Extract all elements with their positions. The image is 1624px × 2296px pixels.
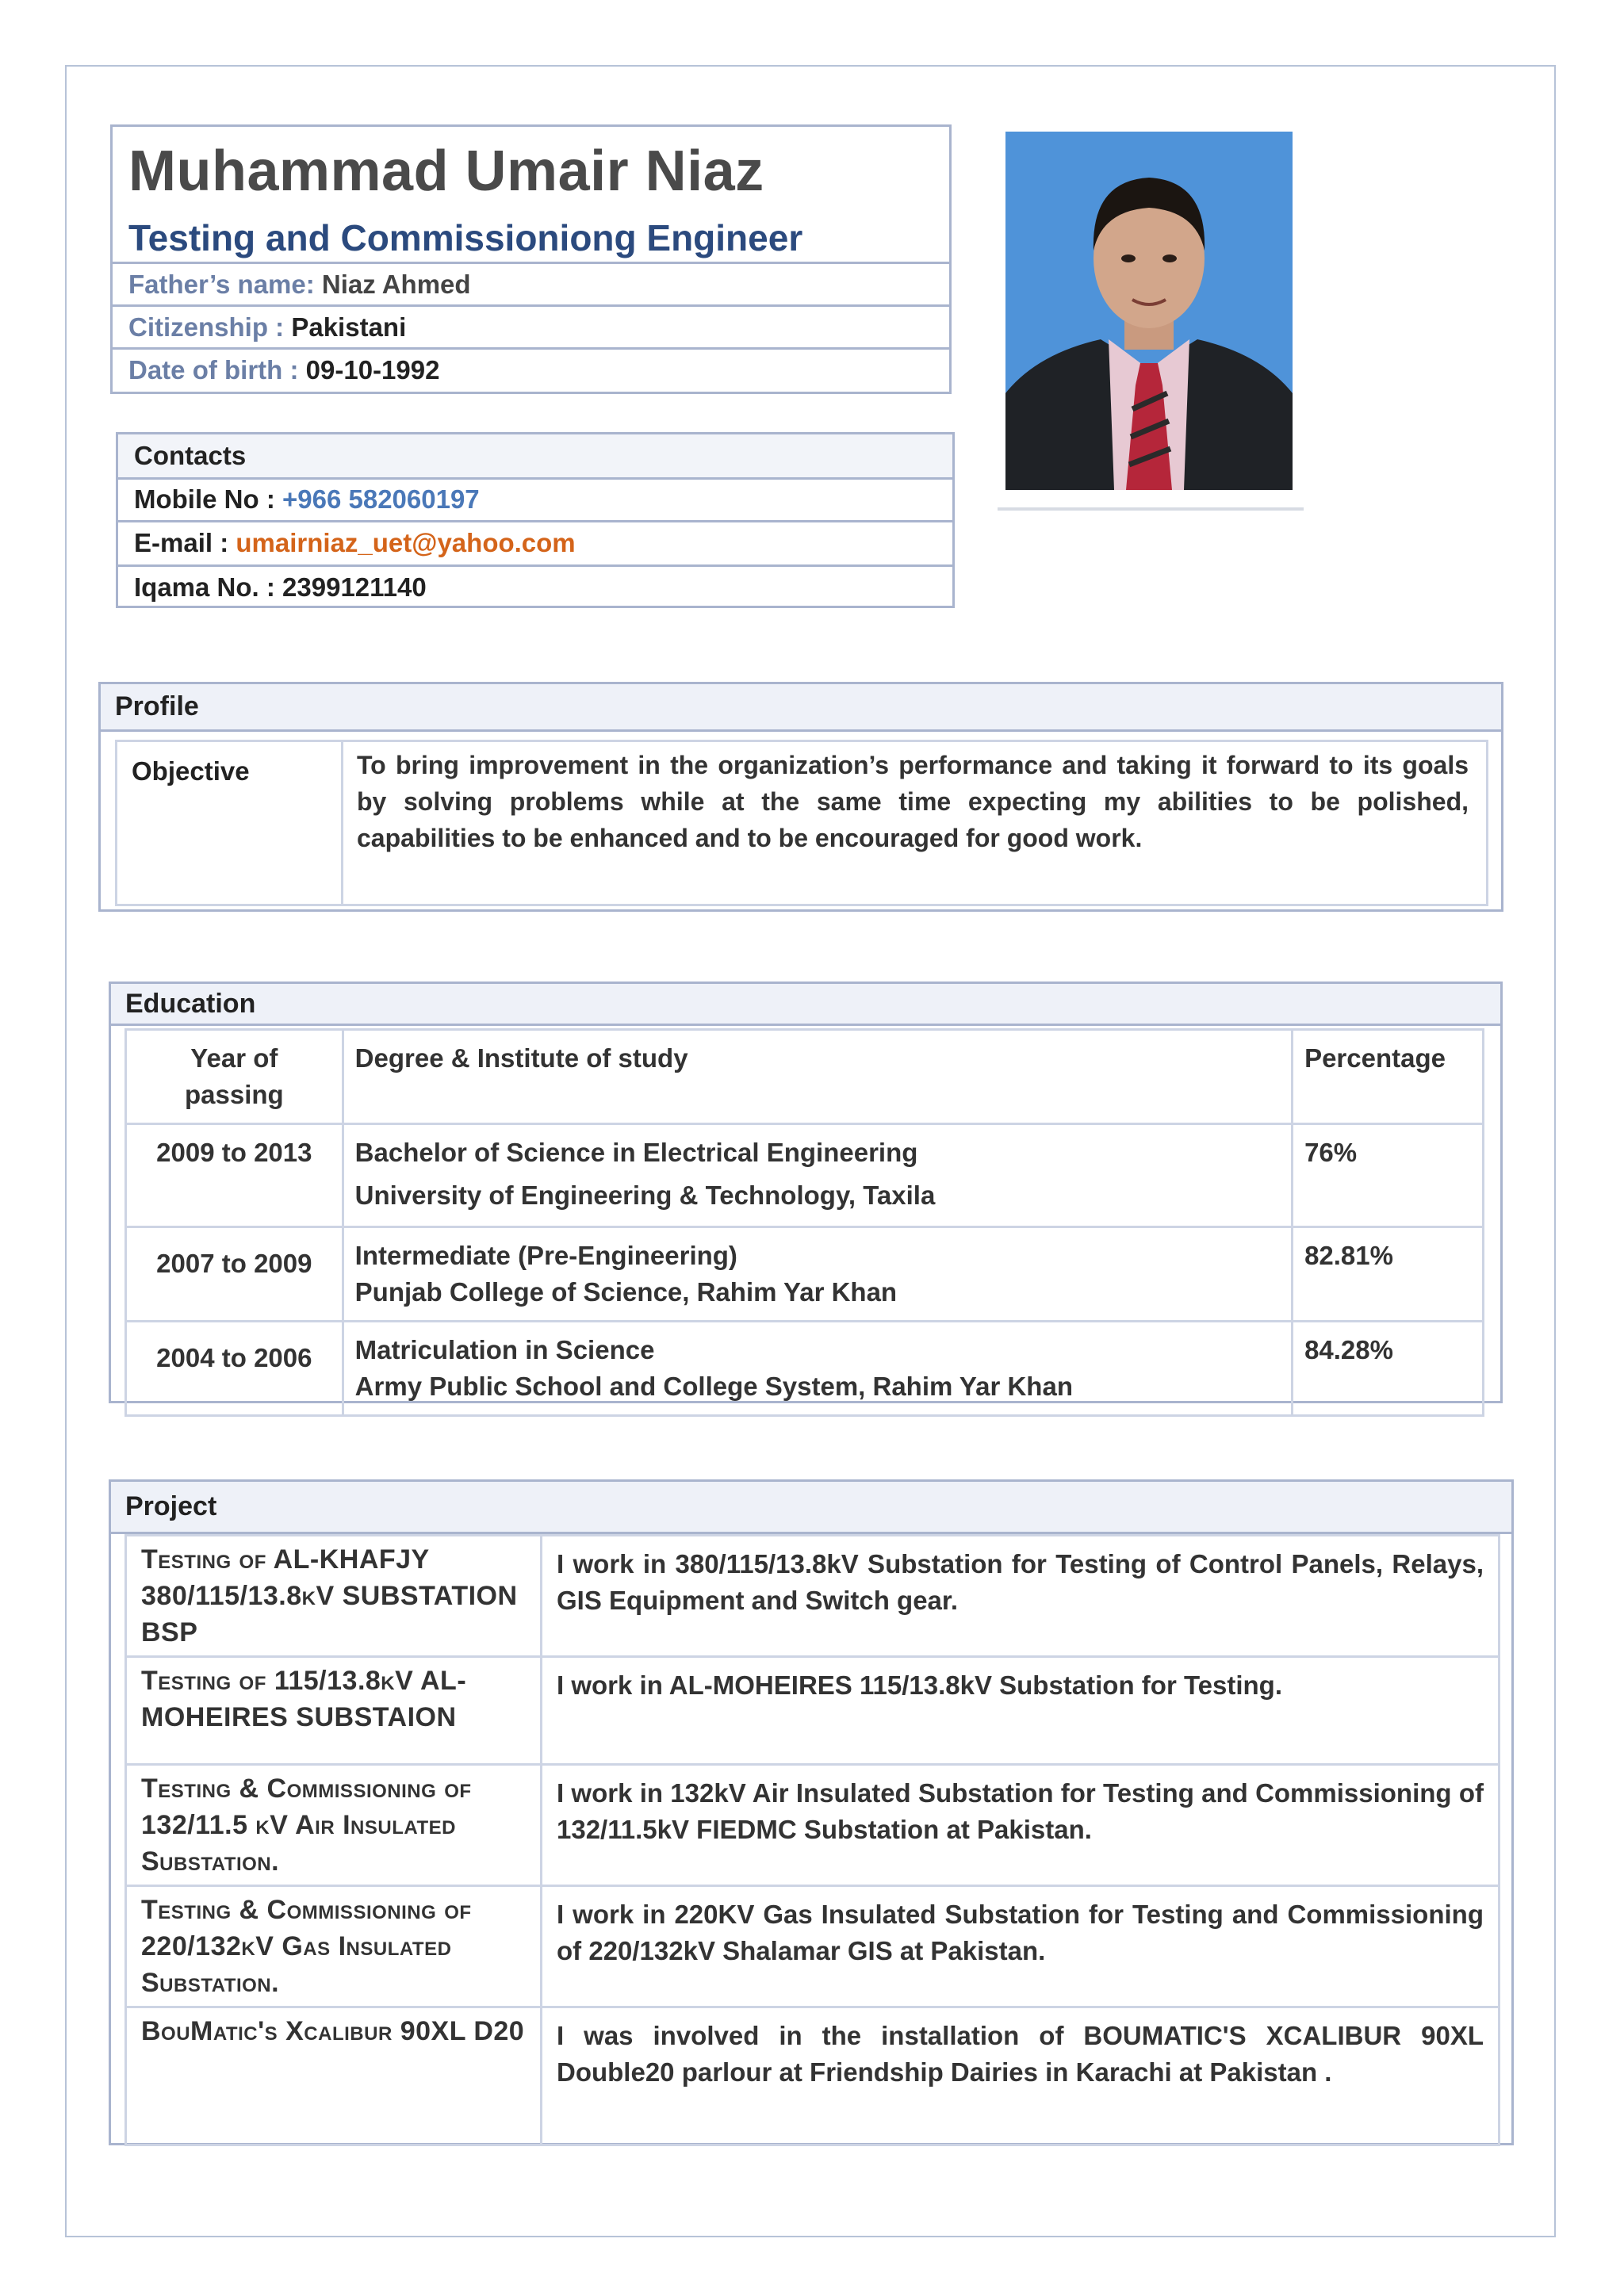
profile-photo — [1005, 132, 1293, 490]
table-row — [126, 1657, 1500, 1765]
project-description: I work in 220KV Gas Insulated Substation for Testing and Commissioning of 220/132kV Shalamar GIS at Pakistan. — [542, 1886, 1500, 2007]
project-title: Testing & Commissioning of 132/11.5 kV Air Insulated Substation. — [126, 1765, 542, 1886]
project-title: Testing of 115/13.8kV AL-MOHEIRES SUBSTAION — [126, 1657, 542, 1765]
project-title: Testing of AL-KHAFJY 380/115/13.8kV SUBSTATION BSP — [126, 1536, 542, 1657]
objective-divider — [341, 742, 343, 904]
project-table — [124, 1534, 1500, 2146]
email-row — [118, 520, 952, 564]
iqama-label: Iqama No. : — [134, 572, 275, 602]
education-heading: Education — [111, 984, 1500, 1026]
edu-institute: University of Engineering & Technology, Taxila — [354, 1181, 936, 1210]
father-row — [113, 262, 949, 305]
edu-percentage: 76% — [1293, 1124, 1484, 1227]
project-description: I work in 380/115/13.8kV Substation for Testing of Control Panels, Relays, GIS Equipment and Switch gear. — [542, 1536, 1500, 1657]
col-degree: Degree & Institute of study — [343, 1030, 1292, 1124]
profile-section — [98, 682, 1503, 912]
table-row — [126, 1322, 1484, 1416]
education-table — [124, 1028, 1484, 1417]
edu-year: 2004 to 2006 — [126, 1322, 343, 1416]
edu-institute: Army Public School and College System, Rahim Yar Khan — [354, 1372, 1073, 1401]
mobile-link[interactable]: +966 582060197 — [282, 484, 480, 514]
citizenship-value: Pakistani — [291, 312, 407, 342]
table-row — [126, 1886, 1500, 2007]
edu-degree-cell — [343, 1124, 1292, 1227]
edu-institute: Punjab College of Science, Rahim Yar Khan — [354, 1277, 898, 1307]
email-label: E-mail : — [134, 528, 229, 557]
project-description: I was involved in the installation of BOUMATIC'S XCALIBUR 90XL Double20 parlour at Friendship Dairies in Karachi at Pakistan . — [542, 2007, 1500, 2145]
table-row — [126, 1765, 1500, 1886]
project-heading: Project — [111, 1482, 1511, 1534]
profile-heading: Profile — [101, 684, 1501, 732]
contacts-box — [116, 432, 955, 608]
mobile-label: Mobile No : — [134, 484, 275, 514]
email-link[interactable]: umairniaz_uet@yahoo.com — [236, 528, 576, 557]
photo-shadow — [998, 507, 1304, 511]
iqama-value: 2399121140 — [282, 572, 427, 602]
objective-text: To bring improvement in the organization’s performance and taking it forward to its goals by solving problems while at the same time expecting my abilities to be polished, capabilities to be enhanced and to be encouraged for good work. — [357, 751, 1469, 852]
iqama-row — [118, 564, 952, 607]
citizenship-label: Citizenship : — [128, 312, 285, 342]
project-title: Testing & Commissioning of 220/132kV Gas Insulated Substation. — [126, 1886, 542, 2007]
table-row — [126, 1227, 1484, 1322]
job-title: Testing and Commissioniong Engineer — [128, 217, 803, 258]
mobile-row — [118, 477, 952, 520]
edu-year: 2009 to 2013 — [126, 1124, 343, 1227]
edu-degree: Matriculation in Science — [354, 1335, 655, 1364]
dob-value: 09-10-1992 — [305, 355, 440, 385]
education-header-row — [126, 1030, 1484, 1124]
project-title: BouMatic's Xcalibur 90XL D20 — [126, 2007, 542, 2145]
col-percentage: Percentage — [1293, 1030, 1484, 1124]
edu-degree: Intermediate (Pre-Engineering) — [354, 1241, 737, 1270]
project-description: I work in 132kV Air Insulated Substation for Testing and Commissioning of 132/11.5kV FIEDMC Substation at Pakistan. — [542, 1765, 1500, 1886]
edu-percentage: 82.81% — [1293, 1227, 1484, 1322]
citizenship-row — [113, 304, 949, 348]
project-section — [109, 1479, 1514, 2145]
identity-box — [110, 124, 952, 394]
edu-year: 2007 to 2009 — [126, 1227, 343, 1322]
edu-degree-cell — [343, 1227, 1292, 1322]
candidate-name: Muhammad Umair Niaz — [128, 140, 764, 203]
contacts-heading: Contacts — [118, 434, 952, 477]
project-description: I work in AL-MOHEIRES 115/13.8kV Substation for Testing. — [542, 1657, 1500, 1765]
father-label: Father’s name: — [128, 270, 315, 299]
dob-label: Date of birth : — [128, 355, 299, 385]
table-row — [126, 1124, 1484, 1227]
father-value: Niaz Ahmed — [321, 270, 471, 299]
objective-box — [115, 740, 1488, 906]
education-section — [109, 982, 1503, 1403]
col-year: Year of passing — [126, 1030, 343, 1124]
edu-degree-cell — [343, 1322, 1292, 1416]
dob-row — [113, 347, 949, 391]
table-row — [126, 2007, 1500, 2145]
table-row — [126, 1536, 1500, 1657]
objective-label: Objective — [132, 756, 250, 786]
edu-degree: Bachelor of Science in Electrical Engineering — [354, 1138, 918, 1167]
edu-percentage: 84.28% — [1293, 1322, 1484, 1416]
